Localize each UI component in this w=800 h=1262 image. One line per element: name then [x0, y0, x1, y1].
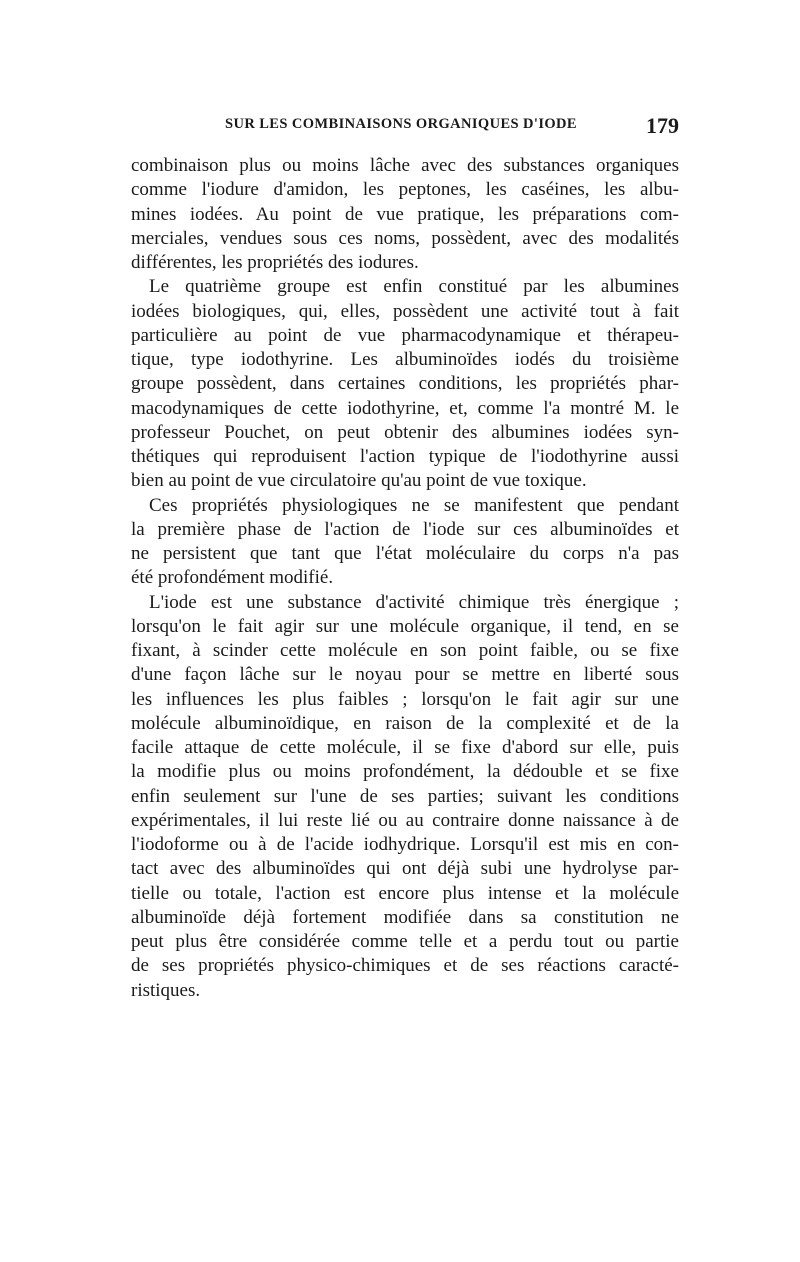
text-line: mines iodées. Au point de vue pratique, les préparations com- [131, 203, 679, 225]
text-line: l'iodoforme ou à de l'acide iodhydrique. Lorsqu'il est mis en con- [131, 834, 679, 855]
text-line: Ces propriétés physiologiques ne se manifestent que pendant [149, 494, 679, 516]
text-line: la première phase de l'action de l'iode sur ces albuminoïdes et [131, 518, 679, 540]
text-line: été profondément modifié. [131, 567, 334, 589]
text-line: enfin seulement sur l'une de ses parties; suivant les conditions [131, 785, 679, 807]
paragraph [131, 154, 679, 275]
text-line: la modifie plus ou moins profondément, la dédouble et se fixe [131, 761, 679, 783]
text-line: bien au point de vue circulatoire qu'au point de vue toxique. [131, 470, 587, 492]
text-line: de ses propriétés physico-chimiques et de ses réactions caracté- [131, 955, 679, 977]
text-line: molécule albuminoïdique, en raison de la complexité et de la [131, 712, 679, 734]
text-line: L'iode est une substance d'activité chimique très énergique ; [149, 591, 679, 613]
page-number: 179 [646, 113, 679, 138]
text-line: iodées biologiques, qui, elles, possèdent une activité tout à fait [131, 300, 679, 322]
text-line: thétiques qui reproduisent l'action typique de l'iodothyrine aussi [131, 446, 679, 467]
text-line: comme l'iodure d'amidon, les peptones, les caséines, les albu- [131, 179, 679, 201]
text-line: merciales, vendues sous ces noms, possèdent, avec des modalités [131, 227, 679, 249]
text-line: albuminoïde déjà fortement modifiée dans sa constitution ne [131, 906, 679, 928]
text-line: ristiques. [131, 979, 201, 1001]
text-line: d'une façon lâche sur le noyau pour se mettre en liberté sous [131, 664, 679, 686]
text-line: les influences les plus faibles ; lorsqu'on le fait agir sur une [131, 688, 679, 710]
text-line: tielle ou totale, l'action est encore plus intense et la molécule [131, 882, 679, 904]
text-line: lorsqu'on le fait agir sur une molécule organique, il tend, en se [131, 615, 679, 637]
text-line: combinaison plus ou moins lâche avec des substances organiques [131, 155, 679, 176]
text-line: tact avec des albuminoïdes qui ont déjà subi une hydrolyse par- [131, 858, 679, 880]
running-head [133, 113, 679, 140]
body-text [131, 154, 679, 1003]
text-line: macodynamiques de cette iodothyrine, et, comme l'a montré M. le [131, 397, 679, 419]
paragraph [131, 591, 679, 1003]
text-line: fixant, à scinder cette molécule en son point faible, ou se fixe [131, 640, 679, 661]
paragraph [131, 494, 679, 591]
text-line: tique, type iodothyrine. Les albuminoïdes iodés du troisième [131, 349, 679, 370]
text-line: ne persistent que tant que l'état moléculaire du corps n'a pas [131, 543, 679, 564]
text-line: particulière au point de vue pharmacodynamique et thérapeu- [131, 324, 679, 346]
text-line: groupe possèdent, dans certaines conditions, les propriétés phar- [131, 373, 679, 395]
text-line: peut plus être considérée comme telle et a perdu tout ou partie [131, 931, 679, 952]
running-title: SUR LES COMBINAISONS ORGANIQUES D'IODE [225, 116, 577, 132]
text-line: facile attaque de cette molécule, il se fixe d'abord sur elle, puis [131, 737, 679, 758]
text-line: différentes, les propriétés des iodures. [131, 252, 419, 273]
paragraph [131, 275, 679, 493]
text-line: Le quatrième groupe est enfin constitué par les albumines [149, 276, 679, 298]
text-line: professeur Pouchet, on peut obtenir des albumines iodées syn- [131, 421, 679, 443]
text-line: expérimentales, il lui reste lié ou au contraire donne naissance à de [131, 809, 679, 831]
